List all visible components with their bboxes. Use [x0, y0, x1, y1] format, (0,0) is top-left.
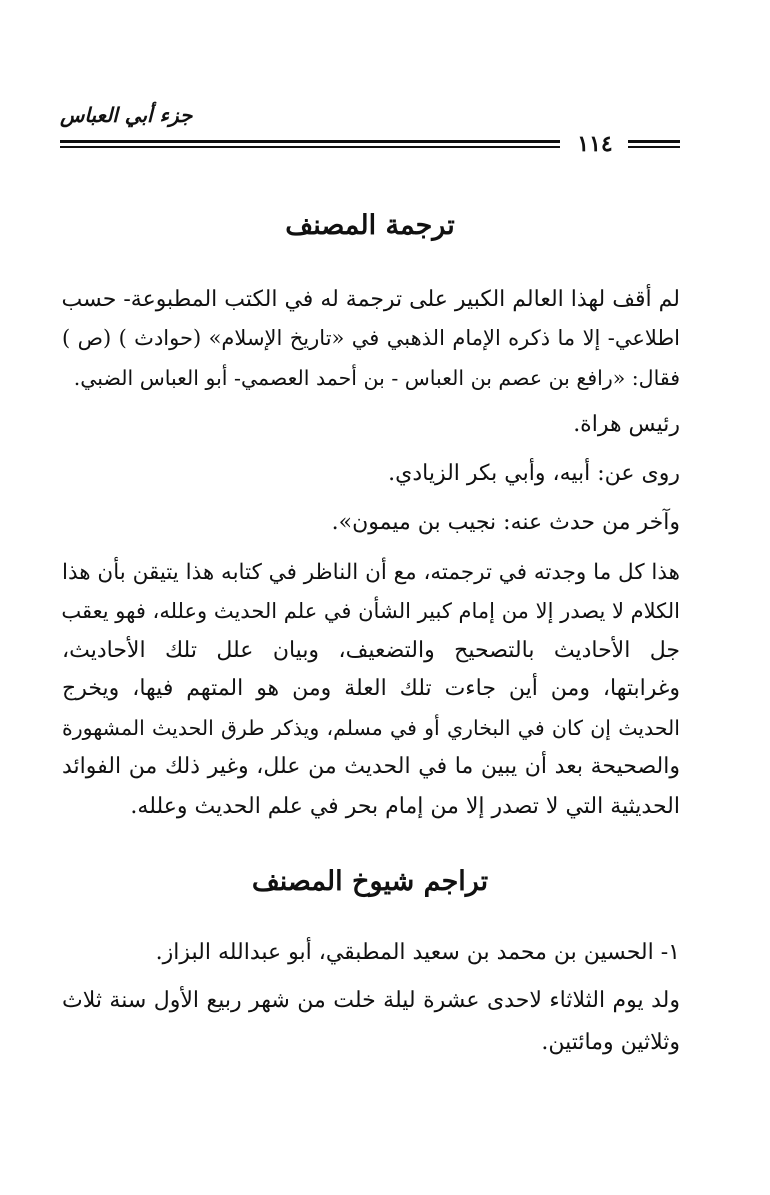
text-line: رئيس هراة. [573, 412, 680, 437]
section-heading: تراجم شيوخ المصنف [251, 866, 489, 897]
running-title: جزء أبي العباس [60, 103, 193, 127]
section-heading: ترجمة المصنف [285, 210, 455, 241]
header-rule-short [628, 140, 680, 150]
text-line: لم أقف لهذا العالم الكبير على ترجمة له في الكتب المطبوعة- حسب [61, 287, 680, 312]
text-line: ١- الحسين بن محمد بن سعيد المطبقي، أبو عبدالله البزاز. [155, 940, 680, 965]
text-line: جل الأحاديث بالتصحيح والتضعيف، وبيان علل تلك الأحاديث، [62, 638, 680, 663]
text-line: وثلاثين ومائتين. [541, 1030, 680, 1055]
text-line: هذا كل ما وجدته في ترجمته، مع أن الناظر في كتابه هذا يتيقن بأن هذا [61, 560, 680, 585]
header-rule [60, 140, 560, 150]
text-line: الحديث إن كان في البخاري أو في مسلم، ويذكر طرق الحديث المشهورة [62, 716, 680, 740]
text-line: والصحيحة بعد أن يبين ما في الحديث من علل، وغير ذلك من الفوائد [62, 754, 680, 779]
text-line: ولد يوم الثلاثاء لاحدى عشرة ليلة خلت من شهر ربيع الأول سنة ثلاث [62, 988, 680, 1013]
page-number: ١١٤ [577, 131, 613, 157]
text-line: روى عن: أبيه، وأبي بكر الزيادي. [388, 461, 680, 486]
text-line: فقال: «رافع بن عصم بن العباس - بن أحمد العصمي- أبو العباس الضبي. [73, 366, 680, 390]
text-line: الكلام لا يصدر إلا من إمام كبير الشأن في علم الحديث وعلله، فهو يعقب [61, 599, 680, 623]
text-line: اطلاعي- إلا ما ذكره الإمام الذهبي في «تاريخ الإسلام» (حوادث ) (ص ) [62, 326, 680, 350]
text-line: الحديثية التي لا تصدر إلا من إمام بحر في علم الحديث وعلله. [130, 794, 680, 819]
text-line: وآخر من حدث عنه: نجيب بن ميمون». [331, 510, 680, 535]
text-line: وغرابتها، ومن أين جاءت تلك العلة ومن هو المتهم فيها، ويخرج [62, 676, 680, 701]
